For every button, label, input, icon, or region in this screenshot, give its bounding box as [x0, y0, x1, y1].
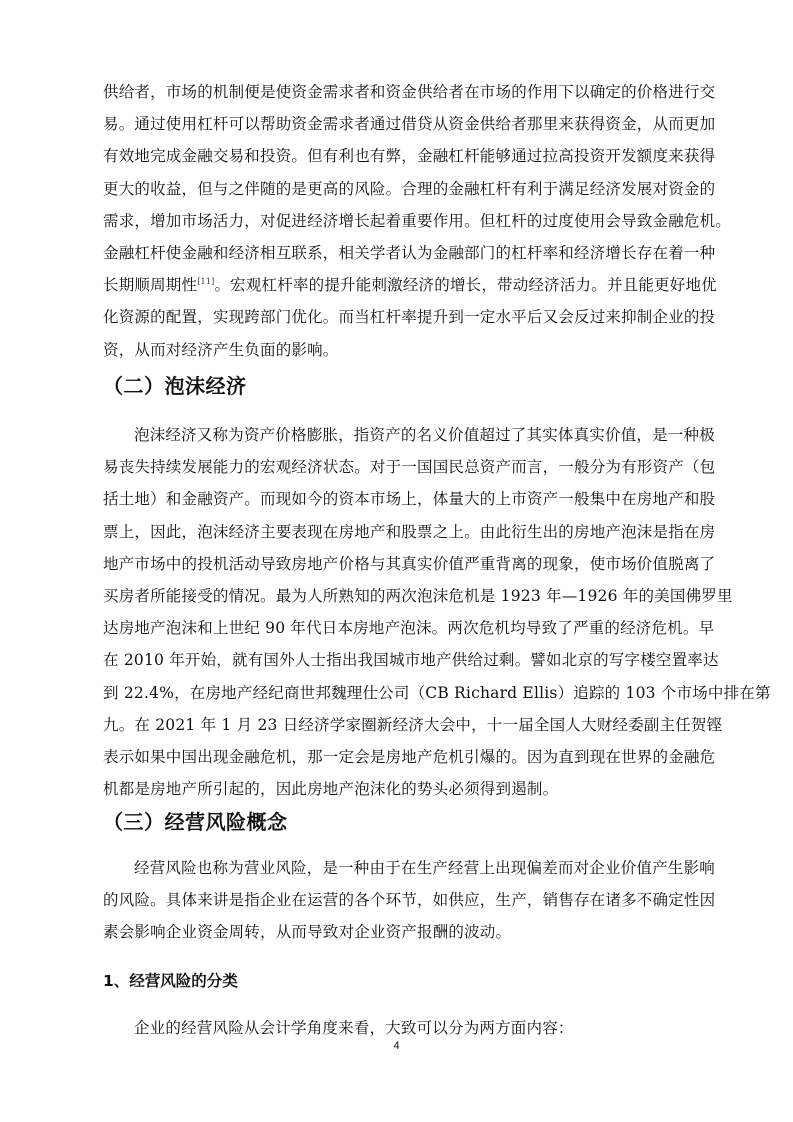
- text-line: 化资源的配置，实现跨部门优化。而当杠杆率提升到一定水平后又会反过来抑制企业的投: [103, 308, 716, 327]
- section-heading-operating-risk: （三）经营风险概念: [103, 810, 288, 834]
- paragraph-leverage: [103, 76, 732, 366]
- text-line: 达房地产泡沫和上世纪 90 年代日本房地产泡沫。两次危机均导致了严重的经济危机。早: [103, 619, 715, 638]
- subsection-heading-risk-classification: 1、经营风险的分类: [103, 972, 238, 990]
- text-line: 经营风险也称为营业风险，是一种由于在生产经营上出现偏差而对企业价值产生影响: [134, 859, 715, 877]
- text-line: 到 22.4%，在房地产经纪商世邦魏理仕公司（CB Richard Ellis）追踪的 103 个市场中排在第: [103, 683, 771, 702]
- text-line: 资，从而对经济产生负面的影响。: [103, 340, 339, 359]
- text-line: 更大的收益，但与之伴随的是更高的风险。合理的金融杠杆有利于满足经济发展对资金的: [103, 179, 716, 198]
- section-heading-bubble-economy: （二）泡沫经济: [103, 374, 247, 398]
- text-line-with-citation: [103, 269, 717, 301]
- text-line: 易。通过使用杠杆可以帮助资金需求者通过借贷从资金供给者那里来获得资金，从而更加: [103, 115, 716, 134]
- text-line: 泡沫经济又称为资产价格膨胀，指资产的名义价值超过了其实体真实价值，是一种极: [134, 426, 715, 444]
- text-line: 企业的经营风险从会计学角度来看，大致可以分为两方面内容：: [134, 1019, 574, 1037]
- text-line: 括土地）和金融资产。而现如今的资本市场上，体量大的上市资产一般集中在房地产和股: [103, 490, 716, 509]
- text-line: 供给者，市场的机制便是使资金需求者和资金供给者在市场的作用下以确定的价格进行交: [103, 83, 716, 101]
- text-line: 有效地完成金融交易和投资。但有利也有弊，金融杠杆能够通过拉高投资开发额度来获得: [103, 147, 716, 166]
- text-line: 表示如果中国出现金融危机，那一定会是房地产危机引爆的。因为直到现在世界的金融危: [103, 748, 716, 767]
- citation-marker: [11]: [197, 277, 215, 287]
- text-line: 在 2010 年开始，就有国外人士指出我国城市地产供给过剩。譬如北京的写字楼空置率达: [103, 651, 719, 670]
- text-line: 需求，增加市场活力，对促进经济增长起着重要作用。但杠杆的过度使用会导致金融危机。: [103, 211, 732, 230]
- text-line: 九。在 2021 年 1 月 23 日经济学家圈新经济大会中，十一届全国人大财经委副主任贺铿: [103, 715, 723, 734]
- text-segment: 长期顺周期性: [103, 276, 198, 295]
- text-line: 金融杠杆使金融和经济相互联系，相关学者认为金融部门的杠杆率和经济增长存在着一种: [103, 244, 716, 263]
- paragraph-bubble-economy: [103, 419, 771, 805]
- paragraph-operating-risk: [103, 852, 716, 949]
- page-number: 4: [393, 1040, 400, 1052]
- text-segment: 。宏观杠杆率的提升能刺激经济的增长，带动经济活力。并且能更好地优: [214, 276, 717, 295]
- text-line: 素会影响企业资金周转，从而导致对企业资产报酬的波动。: [103, 923, 512, 942]
- text-line: 机都是房地产所引起的，因此房地产泡沫化的势头必须得到遏制。: [103, 780, 559, 799]
- text-line: 地产市场中的投机活动导致房地产价格与其真实价值严重背离的现象，使市场价值脱离了: [103, 554, 716, 573]
- text-line: 易丧失持续发展能力的宏观经济状态。对于一国国民总资产而言，一般分为有形资产（包: [103, 458, 716, 477]
- text-line: 买房者所能接受的情况。最为人所熟知的两次泡沫危机是 1923 年—1926 年的美国佛罗里: [103, 587, 733, 606]
- text-line: 票上，因此，泡沫经济主要表现在房地产和股票之上。由此衍生出的房地产泡沫是指在房: [103, 522, 716, 541]
- text-line: 的风险。具体来讲是指企业在运营的各个环节，如供应，生产，销售存在诸多不确定性因: [103, 891, 716, 910]
